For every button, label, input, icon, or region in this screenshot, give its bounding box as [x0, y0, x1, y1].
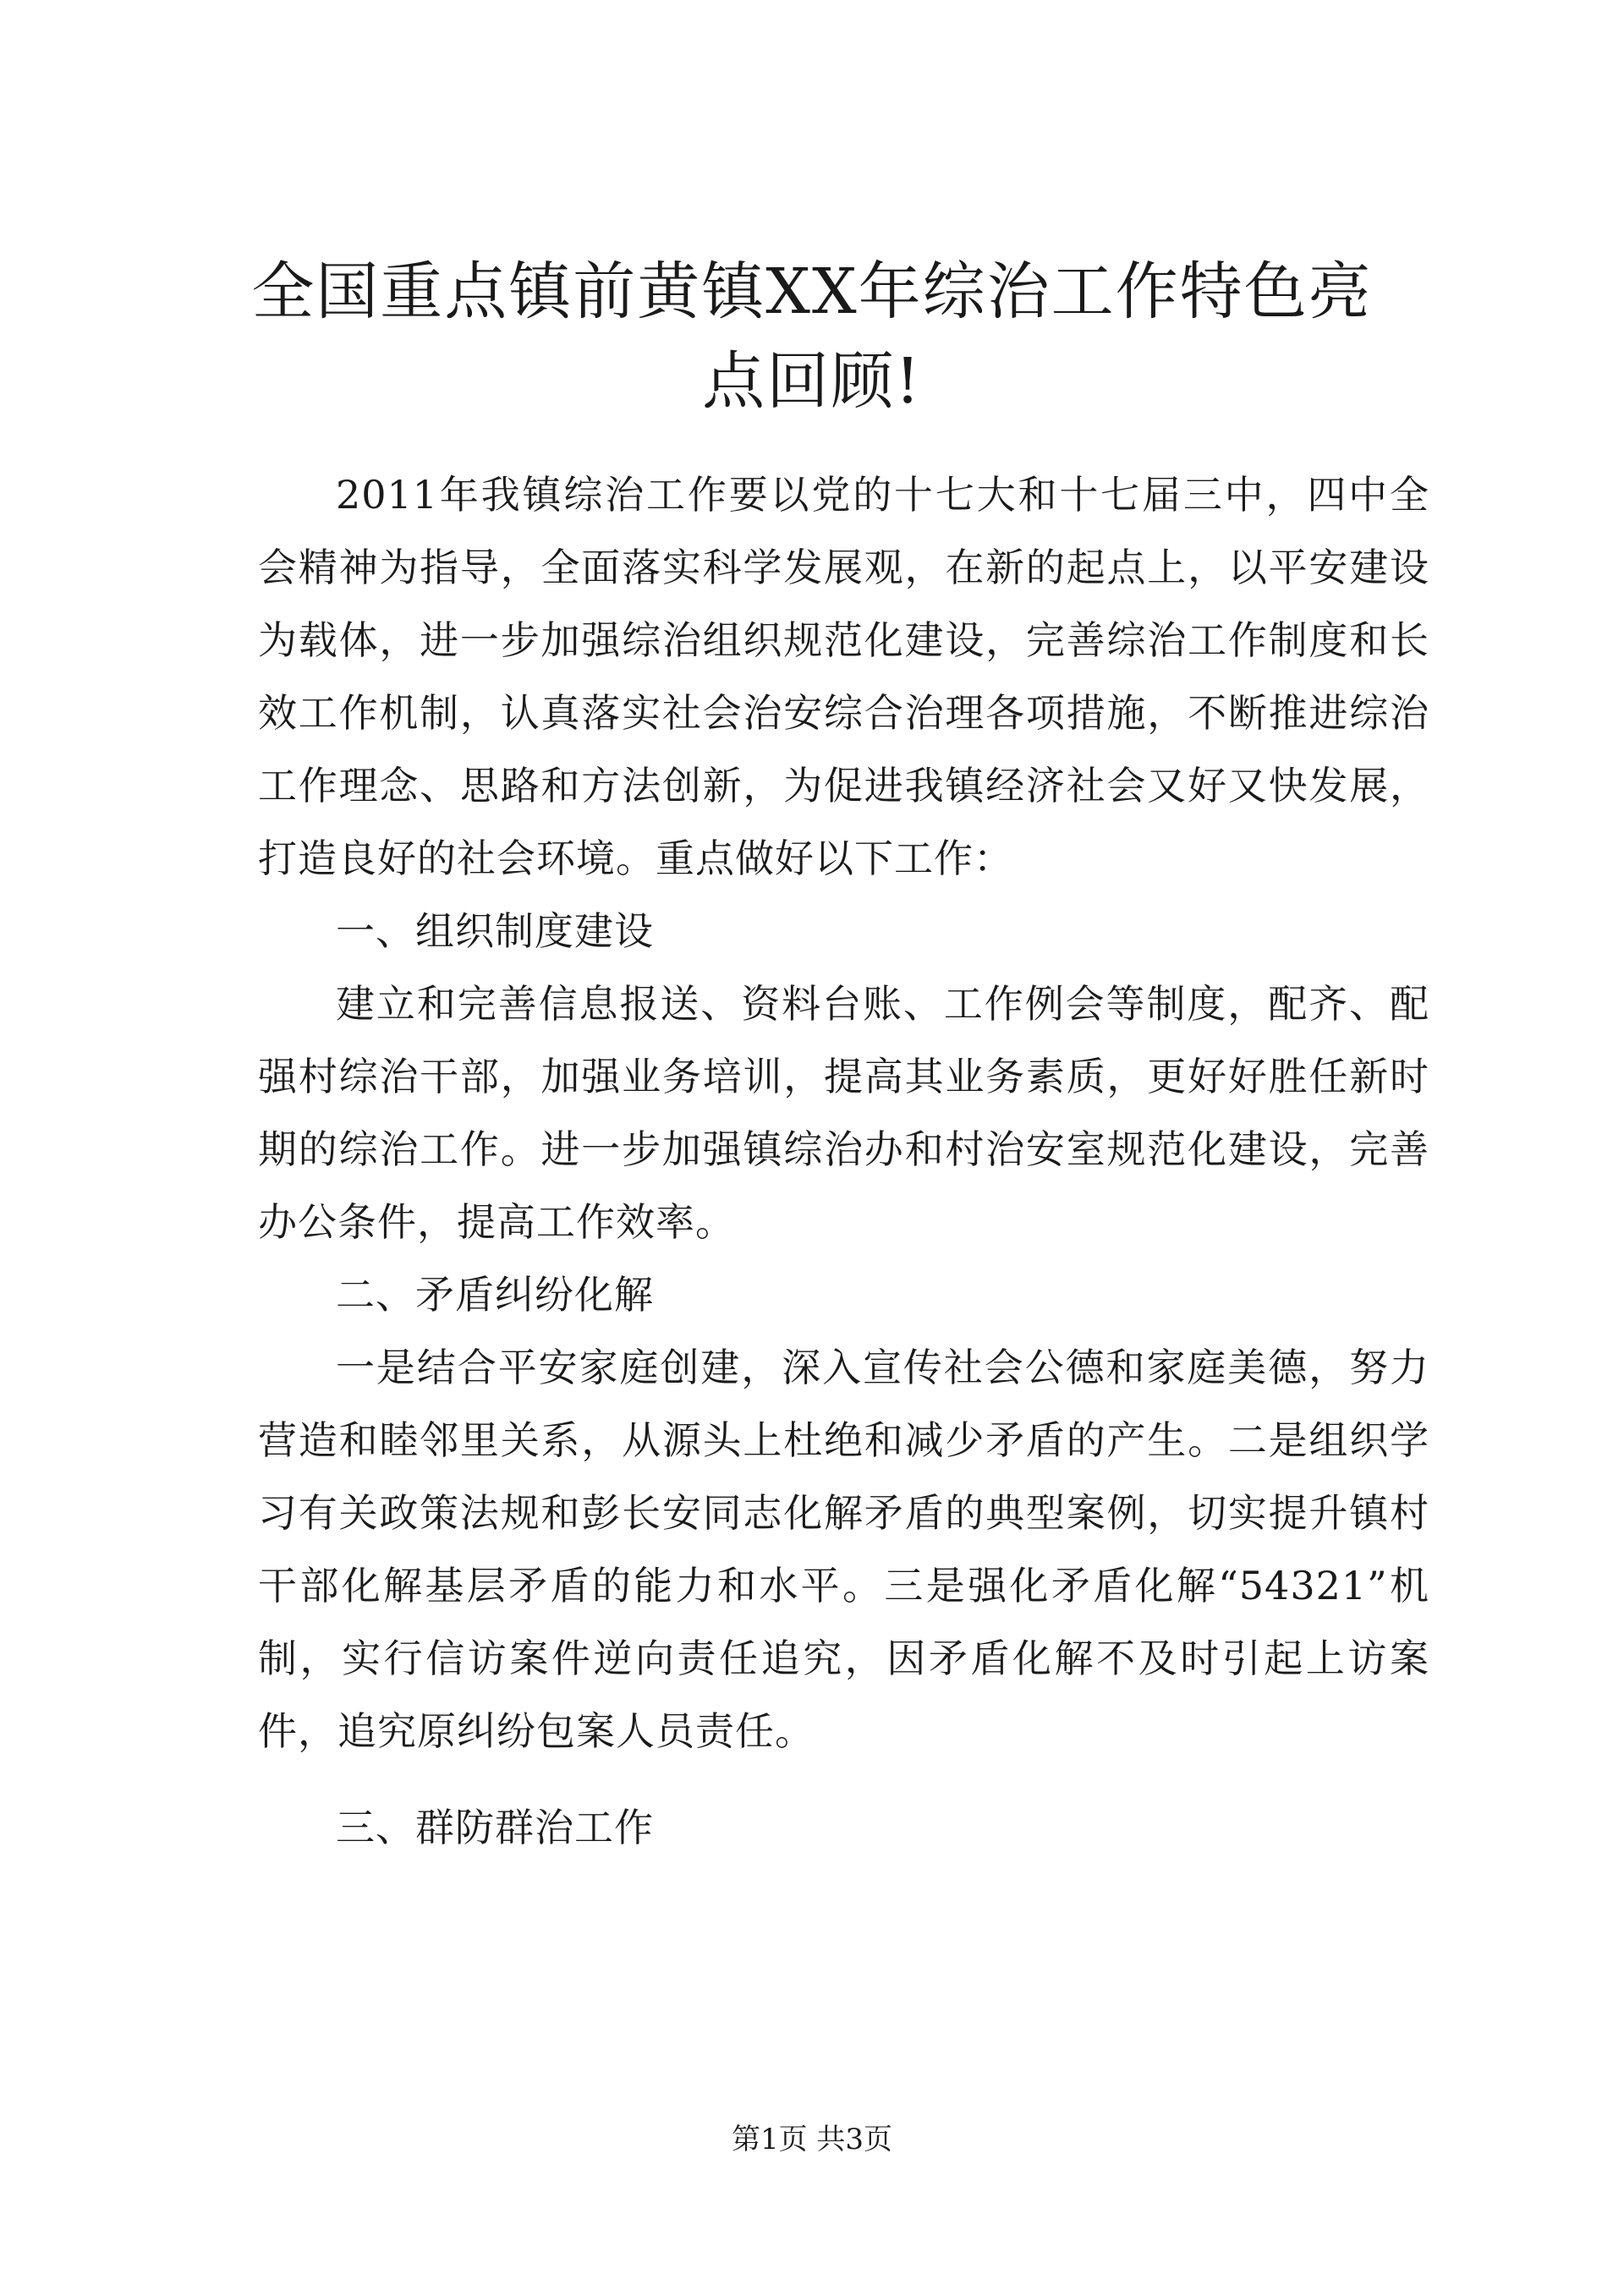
section-paragraph-organization: 建立和完善信息报送、资料台账、工作例会等制度，配齐、配强村综治干部，加强业务培训，提高其业务素质，更好好胜任新时期的综治工作。进一步加强镇综治办和村治安室规范化建设，完善办公条件，提高工作效率。	[258, 981, 1429, 1245]
section-heading-organization: 一、组织制度建设	[336, 908, 654, 954]
page-number-footer: 第1页 共3页	[731, 2123, 893, 2156]
intro-paragraph: 2011年我镇综治工作要以党的十七大和十七届三中，四中全会精神为指导，全面落实科学发展观，在新的起点上，以平安建设为载体，进一步加强综治组织规范化建设，完善综治工作制度和长效工作机制，认真落实社会治安综合治理各项措施，不断推进综治工作理念、思路和方法创新，为促进我镇经济社会又好又快发展，打造良好的社会环境。重点做好以下工作：	[258, 472, 1429, 881]
section-heading-mass-prevention: 三、群防群治工作	[336, 1805, 654, 1850]
section-heading-dispute-resolution: 二、矛盾纠纷化解	[336, 1272, 654, 1318]
document-body	[258, 458, 1429, 1864]
section-paragraph-dispute-resolution: 一是结合平安家庭创建，深入宣传社会公德和家庭美德，努力营造和睦邻里关系，从源头上杜绝和减少矛盾的产生。二是组织学习有关政策法规和彭长安同志化解矛盾的典型案例，切实提升镇村干部化解基层矛盾的能力和水平。三是强化矛盾化解“54321”机制，实行信访案件逆向责任追究，因矛盾化解不及时引起上访案件，追究原纠纷包案人员责任。	[258, 1345, 1429, 1754]
document-title: 全国重点镇前黄镇XX年综治工作特色亮点回顾!	[251, 255, 1373, 418]
